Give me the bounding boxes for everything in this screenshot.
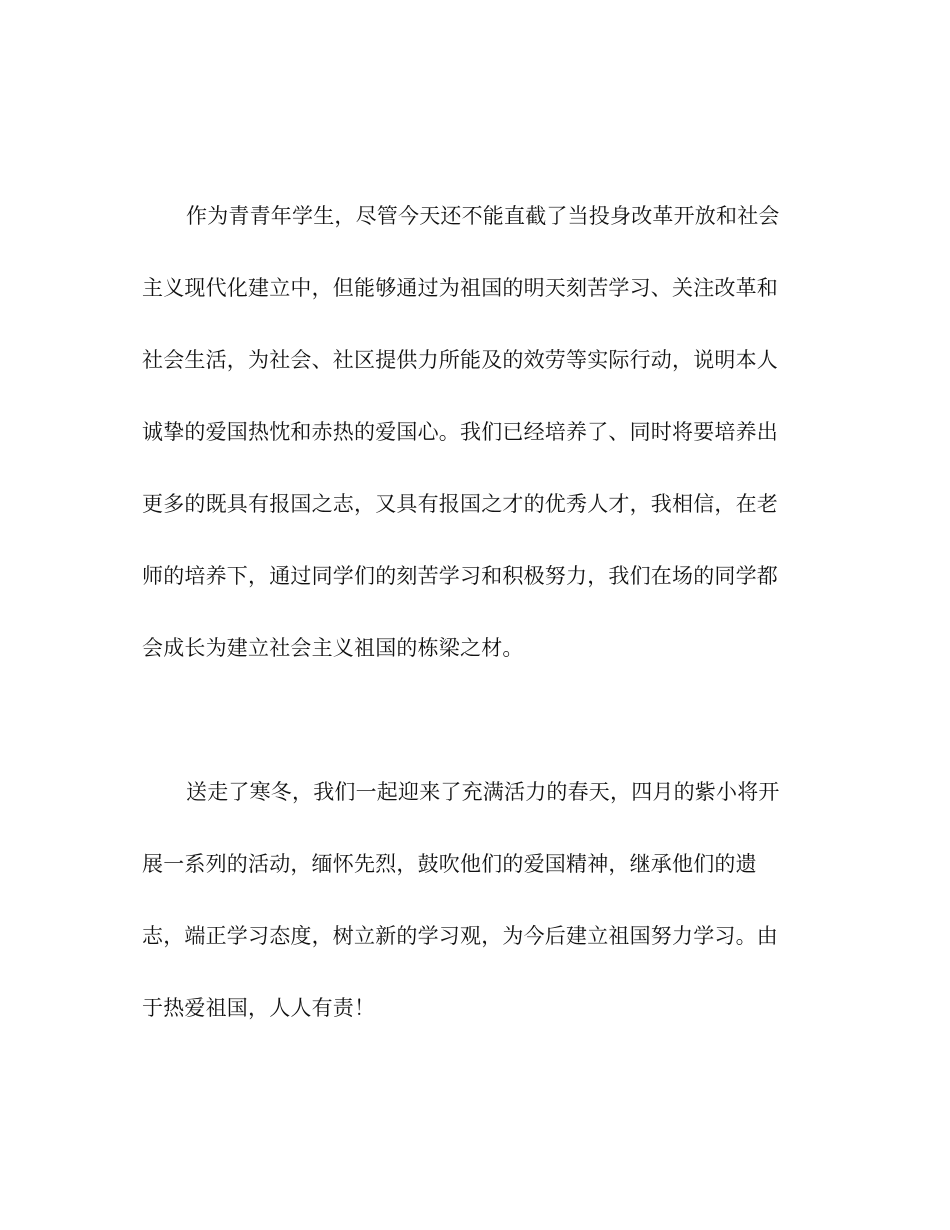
paragraph-1-line-3: 社会生活，为社会、社区提供力所能及的效劳等实际行动，说明本人 [142,348,778,372]
paragraph-2-line-3: 志，端正学习态度，树立新的学习观，为今后建立祖国努力学习。由 [142,924,778,948]
paragraph-2-line-4: 于热爱祖国，人人有责！ [142,996,376,1020]
paragraph-1-line-5: 更多的既具有报国之志，又具有报国之才的优秀人才，我相信，在老 [142,492,778,516]
paragraph-2-line-2: 展一系列的活动，缅怀先烈，鼓吹他们的爱国精神，继承他们的遗 [142,852,757,876]
paragraph-2-line-1: 送走了寒冬，我们一起迎来了充满活力的春天，四月的紫小将开 [186,780,780,804]
paragraph-1-line-7: 会成长为建立社会主义祖国的栋梁之材。 [142,636,524,660]
paragraph-1-line-2: 主义现代化建立中，但能够通过为祖国的明天刻苦学习、关注改革和 [142,276,778,300]
paragraph-1-line-6: 师的培养下，通过同学们的刻苦学习和积极努力，我们在场的同学都 [142,564,778,588]
paragraph-1-line-1: 作为青青年学生，尽管今天还不能直截了当投身改革开放和社会 [186,204,780,228]
paragraph-1-line-4: 诚挚的爱国热忱和赤热的爱国心。我们已经培养了、同时将要培养出 [142,420,778,444]
